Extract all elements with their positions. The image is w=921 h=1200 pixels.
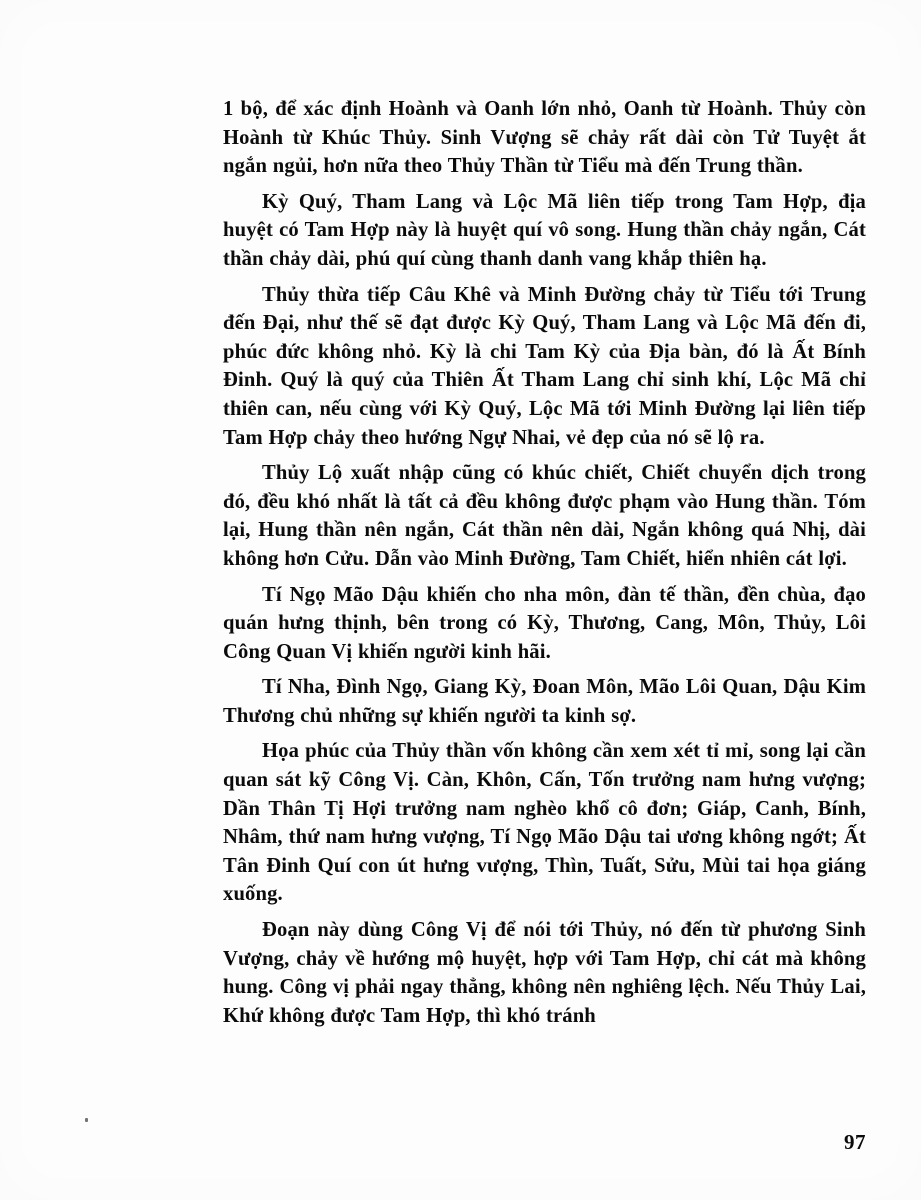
scan-artifact-speck [85,1118,88,1122]
paragraph: Tí Ngọ Mão Dậu khiến cho nha môn, đàn tế thần, đền chùa, đạo quán hưng thịnh, bên trong có Kỳ, Thương, Cang, Môn, Thủy, Lôi Công Quan Vị khiến người kinh hãi. [223,583,866,663]
paragraph: Họa phúc của Thủy thần vốn không cần xem xét tỉ mỉ, song lại cần quan sát kỹ Công Vị. Càn, Khôn, Cấn, Tốn trưởng nam hưng vượng; Dần Thân Tị Hợi trưởng nam nghèo khổ cô đơn; Giáp, Canh, Bính, Nhâm, thứ nam hưng vượng, Tí Ngọ Mão Dậu tai ương không ngớt; Ất Tân Đinh Quí con út hưng vượng, Thìn, Tuất, Sửu, Mùi tai họa giáng xuống. [223,740,866,906]
body-text-column [223,95,866,1030]
paragraph: 1 bộ, để xác định Hoành và Oanh lớn nhỏ, Oanh từ Hoành. Thủy còn Hoành từ Khúc Thủy. Sinh Vượng sẽ chảy rất dài còn Tử Tuyệt ắt ngắn ngủi, hơn nữa theo Thủy Thần từ Tiểu mà đến Trung thần. [223,98,866,178]
paragraph: Tí Nha, Đình Ngọ, Giang Kỳ, Đoan Môn, Mão Lôi Quan, Dậu Kim Thương chủ những sự khiến người ta kinh sợ. [223,676,866,727]
paragraph: Đoạn này dùng Công Vị để nói tới Thủy, nó đến từ phương Sinh Vượng, chảy về hướng mộ huyệt, hợp với Tam Hợp, chỉ cát mà không hung. Công vị phải ngay thẳng, không nên nghiêng lệch. Nếu Thủy Lai, Khứ không được Tam Hợp, thì khó tránh [223,919,866,1027]
paragraph: Thủy Lộ xuất nhập cũng có khúc chiết, Chiết chuyển dịch trong đó, đều khó nhất là tất cả đều không được phạm vào Hung thần. Tóm lại, Hung thần nên ngắn, Cát thần nên dài, Ngắn không quá Nhị, dài không hơn Cửu. Dẫn vào Minh Đường, Tam Chiết, hiển nhiên cát lợi. [223,462,866,570]
page-number: 97 [844,1130,866,1154]
paragraph: Kỳ Quý, Tham Lang và Lộc Mã liên tiếp trong Tam Hợp, địa huyệt có Tam Hợp này là huyệt quí vô song. Hung thần chảy ngắn, Cát thần chảy dài, phú quí cùng thanh danh vang khắp thiên hạ. [223,190,866,270]
paragraph: Thủy thừa tiếp Câu Khê và Minh Đường chảy từ Tiểu tới Trung đến Đại, như thế sẽ đạt được Kỳ Quý, Tham Lang và Lộc Mã đến đi, phúc đức không nhỏ. Kỳ là chi Tam Kỳ của Địa bàn, đó là Ất Bính Đinh. Quý là quý của Thiên Ất Tham Lang chỉ sinh khí, Lộc Mã chỉ thiên can, nếu cùng với Kỳ Quý, Lộc Mã tới Minh Đường lại liên tiếp Tam Hợp chảy theo hướng Ngự Nhai, vẻ đẹp của nó sẽ lộ ra. [223,283,866,449]
